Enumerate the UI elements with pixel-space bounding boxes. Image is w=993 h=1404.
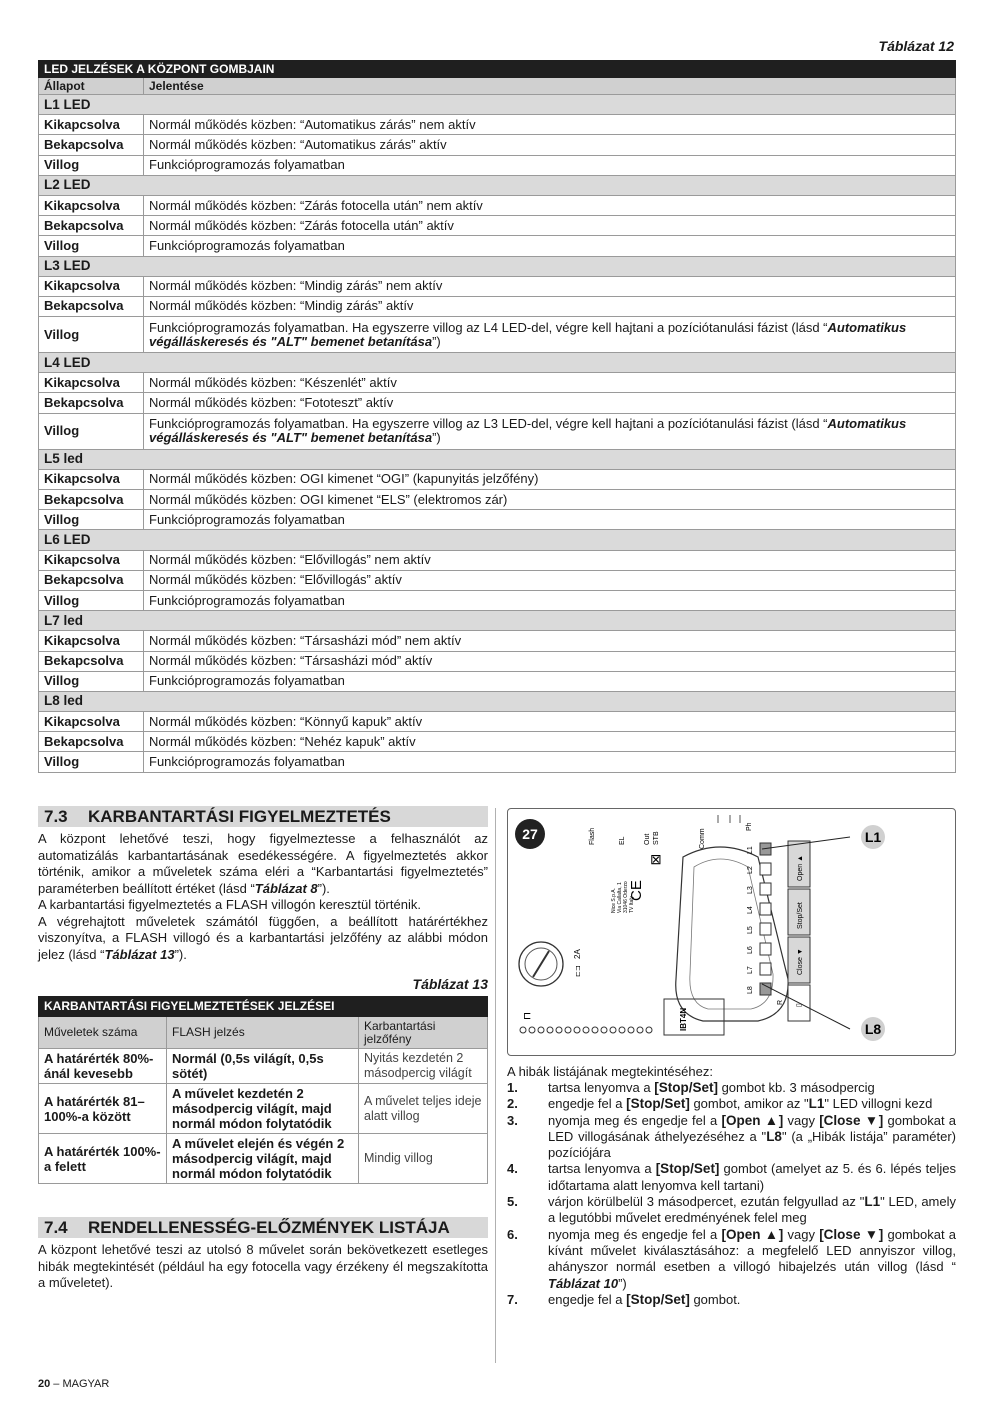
section-title: KARBANTARTÁSI FIGYELMEZTETÉS [88, 807, 391, 826]
lamp-cell: Mindig villog [359, 1134, 488, 1184]
step-number: 2. [507, 1096, 518, 1112]
led-group-title: L6 LED [39, 530, 956, 550]
label-stb: STB [653, 831, 660, 845]
text: gombot (amelyet az 5. és 6. lépés teljes időtartama alatt lenyomva kell tartani) [548, 1161, 956, 1193]
list-item [507, 1096, 956, 1112]
manufacturer-line-2: Via Callalta, 1 [617, 882, 623, 913]
table-row [39, 393, 956, 413]
state-cell: Bekapcsolva [39, 216, 144, 236]
led-group-title: L1 LED [39, 95, 956, 115]
state-cell: Kikapcsolva [39, 550, 144, 570]
led-group-title: L5 led [39, 449, 956, 469]
text: ”) [432, 430, 441, 446]
led-group-row [39, 256, 956, 276]
manufacturer-line-1: Nice S.p.A. [611, 887, 617, 913]
state-cell: Kikapcsolva [39, 712, 144, 732]
step-emphasis: [Close ▼] [819, 1112, 884, 1128]
pin-row [520, 1027, 652, 1033]
step-emphasis: L1 [864, 1194, 881, 1210]
state-cell: Bekapcsolva [39, 135, 144, 155]
pin [646, 1027, 652, 1033]
section-7-3-body [38, 831, 488, 963]
paragraph: A központ lehetővé teszi az utolsó 8 művelet során bekövetkezett esetleges hibák megtekintését (például ha egy fotocella vagy érzékeny él megszakította a műveletet). [38, 1242, 488, 1290]
maintenance-table [38, 996, 488, 1184]
led-l6 [760, 943, 771, 955]
text: Normál működés közben: “Társasházi mód” nem aktív [149, 632, 462, 648]
flash-cell: A művelet elején és végén 2 másodpercig világít, majd normál módon folytatódik [167, 1134, 359, 1184]
state-cell: Bekapcsolva [39, 732, 144, 752]
fuse-symbol: ⊏⊐ [575, 965, 582, 977]
led-group-title: L8 led [39, 691, 956, 711]
text: ”) [618, 1275, 627, 1291]
section-reference: Automatikus végálláskeresés és "ALT" bemenet betanítása [149, 416, 907, 446]
text: vagy [783, 1112, 820, 1128]
text: tartsa lenyomva a [548, 1080, 655, 1095]
pin [520, 1027, 526, 1033]
state-cell: Kikapcsolva [39, 631, 144, 651]
figure-27 [507, 808, 956, 1056]
lamp-cell: A művelet teljes ideje alatt villog [359, 1084, 488, 1134]
section-7-3-heading [38, 806, 488, 827]
callout-l1: L1 [864, 829, 882, 845]
pin [574, 1027, 580, 1033]
table-row [39, 276, 956, 296]
fuse-icon [533, 951, 549, 977]
led-group-title: L2 LED [39, 175, 956, 195]
label-el: EL [619, 836, 626, 845]
text: engedje fel a [548, 1096, 627, 1112]
label-r: R [777, 999, 784, 1005]
label-ph: Ph [746, 822, 753, 831]
text: Normál működés közben: “Elővillogás” nem aktív [149, 552, 431, 568]
state-cell: Villog [39, 671, 144, 691]
pin [610, 1027, 616, 1033]
meaning-cell [144, 393, 956, 413]
meaning-cell [144, 631, 956, 651]
column-header-flash: FLASH jelzés [167, 1017, 359, 1049]
led-label: L3 [747, 886, 754, 894]
table-title: LED JELZÉSEK A KÖZPONT GOMBJAIN [39, 61, 956, 78]
text: A központ lehetővé teszi, hogy figyelmeztesse a felhasználót az automatizálás karbantartásának esedékességére. A figyelmeztetés akkor történik, amikor a műveletek száma eléri a “Karbantartási figyelmeztetés” paraméterben beállított értéket (lásd “ [38, 831, 488, 896]
led-l3 [760, 883, 771, 895]
label-out: Out [644, 833, 651, 845]
table-row [39, 236, 956, 256]
text: ”) [432, 333, 441, 349]
page-number: 20 [38, 1378, 51, 1390]
steps-intro: A hibák listájának megtekintéséhez: [507, 1064, 713, 1079]
column-header-meaning: Jelentése [144, 78, 956, 95]
text: várjon körülbelül 3 másodpercet, ezután felgyullad az " [548, 1194, 865, 1210]
text: ”). [317, 880, 330, 896]
meaning-cell [144, 590, 956, 610]
meaning-cell [144, 510, 956, 530]
table-13-caption: Táblázat 13 [412, 976, 488, 992]
led-group-row [39, 353, 956, 373]
state-cell: Villog [39, 510, 144, 530]
text: Funkcióprogramozás folyamatban [149, 511, 345, 527]
list-item [507, 1161, 956, 1194]
table-row [39, 510, 956, 530]
table-title: KARBANTARTÁSI FIGYELMEZTETÉSEK JELZÉSEI [39, 997, 488, 1017]
text: " (a „Hibák listája” paraméter) pozíciójára [548, 1128, 956, 1161]
state-cell: Kikapcsolva [39, 469, 144, 489]
column-header-row [39, 78, 956, 95]
meaning-cell [144, 155, 956, 175]
column-header-state: Állapot [39, 78, 144, 95]
flash-cell: Normál (0,5s világít, 0,5s sötét) [167, 1049, 359, 1084]
led-group-row [39, 530, 956, 550]
step-emphasis: [Stop/Set] [626, 1291, 690, 1307]
step-number: 6. [507, 1226, 518, 1242]
text: engedje fel a [548, 1291, 627, 1307]
text: tartsa lenyomva a [548, 1161, 656, 1177]
table-header-row [39, 61, 956, 78]
pin [601, 1027, 607, 1033]
text: Normál működés közben: “Mindig zárás” aktív [149, 298, 414, 314]
step-text [548, 1227, 956, 1292]
flash-cell: A művelet kezdetén 2 másodpercig világít, majd normál módon folytatódik [167, 1084, 359, 1134]
table-row [39, 373, 956, 393]
state-cell: Villog [39, 590, 144, 610]
list-item [507, 1080, 956, 1096]
pin [547, 1027, 553, 1033]
meaning-cell [144, 135, 956, 155]
count-cell: A határérték 100%-a felett [39, 1134, 167, 1184]
led-label: L7 [747, 966, 754, 974]
text: Funkcióprogramozás folyamatban [149, 592, 345, 608]
text: " LED villogni kezd [824, 1096, 933, 1112]
manufacturer-line-4: TV Italy [629, 896, 635, 913]
meaning-cell [144, 732, 956, 752]
state-cell: Villog [39, 752, 144, 772]
ce-mark-icon: CE [628, 880, 645, 901]
pin [529, 1027, 535, 1033]
step-emphasis: [Open ▲] [721, 1112, 784, 1128]
table-reference: Táblázat 8 [254, 880, 318, 896]
led-label: L6 [747, 946, 754, 954]
state-cell: Kikapcsolva [39, 195, 144, 215]
text: Normál működés közben: “Fototeszt” aktív [149, 395, 394, 411]
table-reference: Táblázat 13 [104, 946, 175, 962]
led-group-row [39, 175, 956, 195]
led-label: L8 [747, 986, 754, 994]
led-label: L5 [747, 926, 754, 934]
text: Funkcióprogramozás folyamatban [149, 754, 345, 770]
table-row [39, 651, 956, 671]
section-title: RENDELLENESSÉG-ELŐZMÉNYEK LISTÁJA [88, 1218, 450, 1237]
state-cell: Kikapcsolva [39, 373, 144, 393]
state-cell: Kikapcsolva [39, 115, 144, 135]
section-reference: Automatikus végálláskeresés és "ALT" bemenet betanítása [149, 319, 907, 349]
close-button-label: Close ▼ [797, 948, 804, 975]
led-l8 [760, 983, 771, 995]
table-row [39, 317, 956, 353]
pin [583, 1027, 589, 1033]
table-row [39, 1134, 488, 1184]
figure-number: 27 [522, 826, 538, 842]
step-emphasis: [Close ▼] [819, 1226, 884, 1242]
led-label: L1 [747, 846, 754, 854]
list-item [507, 1292, 956, 1308]
step-emphasis: [Stop/Set] [626, 1096, 690, 1112]
meaning-cell [144, 671, 956, 691]
state-cell: Bekapcsolva [39, 651, 144, 671]
step-text [548, 1161, 956, 1194]
step-text [548, 1113, 956, 1162]
led-label: L2 [747, 866, 754, 874]
meaning-cell [144, 570, 956, 590]
state-cell: Villog [39, 236, 144, 256]
text: Funkcióprogramozás folyamatban. Ha egyszerre villog az L3 LED-del, végre kell hajtani a pozíciótanulási fázist (lásd “ [149, 416, 828, 432]
column-header-row [39, 1017, 488, 1049]
pin [637, 1027, 643, 1033]
text: ”). [174, 946, 187, 962]
text: vagy [783, 1226, 820, 1242]
pin [565, 1027, 571, 1033]
text: nyomja meg és engedje fel a [548, 1226, 722, 1242]
count-cell: A határérték 80%-ánál kevesebb [39, 1049, 167, 1084]
meaning-cell [144, 276, 956, 296]
footer-language: – MAGYAR [50, 1378, 110, 1390]
meaning-cell [144, 490, 956, 510]
recycle-bin-icon: ⊠ [650, 851, 662, 867]
list-item [507, 1227, 956, 1292]
text: Normál működés közben: OGI kimenet “ELS” (elektromos zár) [149, 491, 508, 507]
open-button-label: Open ▲ [797, 855, 804, 881]
step-text [548, 1194, 956, 1227]
table-12-caption: Táblázat 12 [878, 38, 954, 54]
meaning-cell [144, 373, 956, 393]
step-number: 3. [507, 1112, 518, 1128]
text: Normál működés közben: “Automatikus zárás” aktív [149, 136, 447, 152]
model-label: IBT4N [679, 1007, 688, 1031]
paragraph [38, 914, 488, 964]
table-row [39, 296, 956, 316]
step-text [548, 1080, 956, 1096]
led-group-title: L4 LED [39, 353, 956, 373]
column-divider [495, 808, 496, 1363]
led-l4 [760, 903, 771, 915]
table-row [39, 1084, 488, 1134]
pin [628, 1027, 634, 1033]
meaning-cell [144, 413, 956, 449]
meaning-cell [144, 296, 956, 316]
table-row [39, 216, 956, 236]
meaning-cell [144, 216, 956, 236]
led-label: L4 [747, 906, 754, 914]
text: Funkcióprogramozás folyamatban [149, 157, 345, 173]
pin [619, 1027, 625, 1033]
column-header-count: Műveletek száma [39, 1017, 167, 1049]
pin [592, 1027, 598, 1033]
led-group-title: L3 LED [39, 256, 956, 276]
table-row [39, 155, 956, 175]
state-cell: Bekapcsolva [39, 570, 144, 590]
text: gombot, amikor az " [689, 1096, 809, 1112]
table-row [39, 469, 956, 489]
text: Normál működés közben: “Könnyű kapuk” aktív [149, 713, 423, 729]
table-row [39, 195, 956, 215]
table-row [39, 712, 956, 732]
step-emphasis: Táblázat 10 [548, 1275, 619, 1291]
led-group-row [39, 691, 956, 711]
table-header-row [39, 997, 488, 1017]
section-7-4-body [38, 1242, 488, 1292]
text: gombot kb. 3 másodpercig [717, 1080, 875, 1095]
step-emphasis: [Stop/Set] [654, 1080, 718, 1095]
step-number: 4. [507, 1161, 518, 1177]
table-row [39, 550, 956, 570]
led-group-row [39, 449, 956, 469]
meaning-cell [144, 115, 956, 135]
label-flash: Flash [589, 827, 596, 845]
meaning-cell [144, 469, 956, 489]
step-emphasis: L1 [808, 1096, 825, 1112]
text: Normál működés közben: “Elővillogás” aktív [149, 572, 402, 588]
control-board-diagram [508, 809, 956, 1056]
state-cell: Villog [39, 155, 144, 175]
text: Funkcióprogramozás folyamatban [149, 237, 345, 253]
column-header-lamp: Karbantartási jelzőfény [359, 1017, 488, 1049]
step-emphasis: [Stop/Set] [655, 1161, 720, 1177]
table-row [39, 413, 956, 449]
callout-l8: L8 [864, 1021, 882, 1037]
lamp-cell: Nyitás kezdetén 2 másodpercig világít [359, 1049, 488, 1084]
meaning-cell [144, 712, 956, 732]
state-cell: Bekapcsolva [39, 490, 144, 510]
table-row [39, 752, 956, 772]
meaning-cell [144, 317, 956, 353]
connector-icon: ⊏ [523, 1011, 532, 1022]
meaning-cell [144, 752, 956, 772]
step-number: 7. [507, 1291, 518, 1307]
table-row [39, 490, 956, 510]
text: A végrehajtott műveletek számától függően, a beállított határértékhez viszonyítva, a FLASH villogó és a karbantartási jelzőfény az alábbi módon jelez (lásd “ [38, 913, 488, 962]
table-row [39, 631, 956, 651]
text: Normál működés közben: “Automatikus zárás” nem aktív [149, 116, 476, 132]
text: Normál működés közben: “Társasházi mód” aktív [149, 653, 433, 669]
section-number: 7.3 [44, 807, 68, 826]
count-cell: A határérték 81–100%-a között [39, 1084, 167, 1134]
step-emphasis: [Open ▲] [721, 1226, 784, 1242]
list-item [507, 1194, 956, 1227]
page-footer [38, 1378, 109, 1390]
led-column [747, 843, 771, 995]
text: Funkcióprogramozás folyamatban [149, 673, 345, 689]
meaning-cell [144, 651, 956, 671]
led-l5 [760, 923, 771, 935]
manufacturer-line-3: 31046 Oderzo [623, 881, 629, 913]
led-signals-table [38, 60, 956, 773]
meaning-cell [144, 550, 956, 570]
text: Normál működés közben: “Készenlét” aktív [149, 374, 397, 390]
list-item [507, 1113, 956, 1162]
text: Normál működés közben: OGI kimenet “OGI” (kapunyitás jelzőfény) [149, 471, 539, 487]
steps-list [507, 1080, 956, 1308]
text: gombokat a LED villogásának áthelyezéséhez a " [548, 1112, 957, 1144]
led-group-row [39, 95, 956, 115]
stop-set-button-label: Stop/Set [797, 902, 804, 929]
step-text [548, 1292, 956, 1308]
connector-block [664, 999, 724, 1035]
text: gombokat a kívánt művelet kiválasztásához: a megfelelő LED annyiszor villog, ahányszor normál esetben a villogó hibajelzés után villog (lásd “ [548, 1226, 957, 1275]
step-number: 5. [507, 1194, 518, 1210]
meaning-cell [144, 236, 956, 256]
pin [556, 1027, 562, 1033]
table-row [39, 570, 956, 590]
table-row [39, 732, 956, 752]
meaning-cell [144, 195, 956, 215]
table-row [39, 135, 956, 155]
step-emphasis: L8 [766, 1128, 782, 1144]
state-cell: Kikapcsolva [39, 276, 144, 296]
text: nyomja meg és engedje fel a [548, 1112, 722, 1128]
state-cell: Villog [39, 413, 144, 449]
text: gombot. [689, 1291, 741, 1307]
text: Normál működés közben: “Zárás fotocella után” aktív [149, 217, 454, 233]
radio-icon: ▭ [795, 1002, 803, 1009]
label-comm: Comm [699, 828, 706, 849]
section-7-4-heading [38, 1217, 488, 1238]
text: " LED, amely a legutóbbi művelet eredményének felel meg [548, 1194, 956, 1226]
state-cell: Villog [39, 317, 144, 353]
pin [538, 1027, 544, 1033]
state-cell: Bekapcsolva [39, 393, 144, 413]
state-cell: Bekapcsolva [39, 296, 144, 316]
paragraph: A karbantartási figyelmeztetés a FLASH villogón keresztül történik. [38, 897, 421, 912]
fuse-rating: 2A [573, 949, 582, 959]
table-row [39, 1049, 488, 1084]
section-number: 7.4 [44, 1218, 68, 1237]
table-row [39, 115, 956, 135]
table-row [39, 590, 956, 610]
led-group-row [39, 611, 956, 631]
text: Normál működés közben: “Nehéz kapuk” aktív [149, 733, 416, 749]
led-l2 [760, 863, 771, 875]
paragraph [38, 831, 488, 897]
step-text [548, 1096, 956, 1112]
text: Funkcióprogramozás folyamatban. Ha egyszerre villog az L4 LED-del, végre kell hajtani a pozíciótanulási fázist (lásd “ [149, 319, 828, 335]
table-row [39, 671, 956, 691]
led-l7 [760, 963, 771, 975]
text: Normál működés közben: “Zárás fotocella után” nem aktív [149, 197, 483, 213]
text: Normál működés közben: “Mindig zárás” nem aktív [149, 278, 443, 294]
led-group-title: L7 led [39, 611, 956, 631]
step-number: 1. [507, 1080, 518, 1095]
